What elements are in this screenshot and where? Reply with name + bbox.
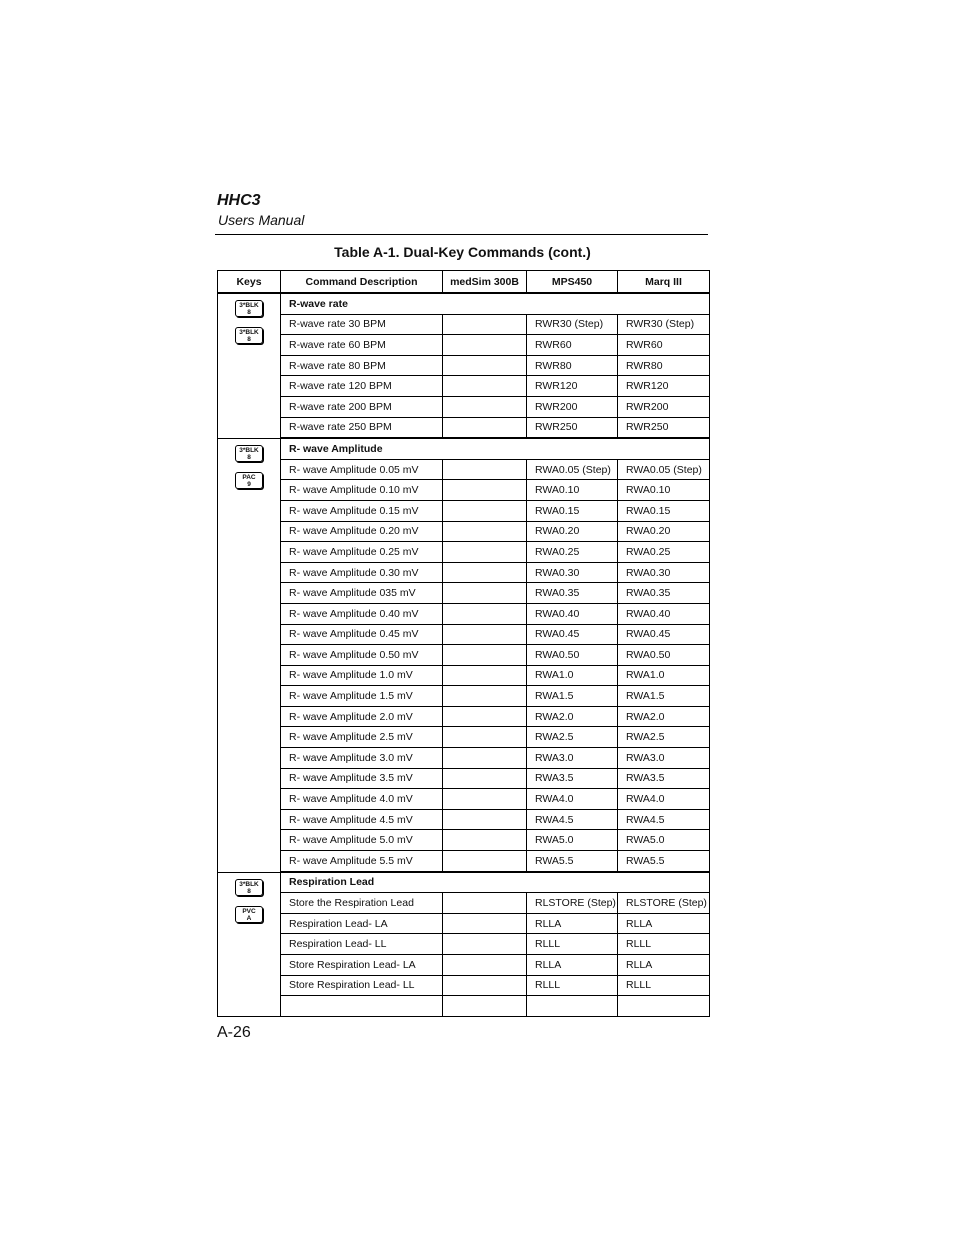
table-row <box>218 748 710 769</box>
medsim-300b-cell <box>443 542 527 563</box>
section-heading-row <box>218 439 710 460</box>
table-body <box>218 293 710 1016</box>
table-row <box>218 686 710 707</box>
marq-iii-cell: RWA0.45 <box>618 624 710 645</box>
table-row <box>218 727 710 748</box>
marq-iii-cell: RWA1.0 <box>618 665 710 686</box>
mps450-cell: RWR200 <box>527 396 618 417</box>
medsim-300b-cell <box>443 893 527 914</box>
command-description-cell: R- wave Amplitude 4.5 mV <box>281 809 443 830</box>
table-row <box>218 562 710 583</box>
table-row <box>218 789 710 810</box>
command-description-cell: R- wave Amplitude 3.0 mV <box>281 748 443 769</box>
key-label-top: 3*BLK <box>239 329 259 336</box>
table-row <box>218 396 710 417</box>
mps450-cell: RWA5.0 <box>527 830 618 851</box>
section-heading-row <box>218 293 710 314</box>
table-caption: Table A-1. Dual-Key Commands (cont.) <box>334 244 591 260</box>
section-heading: R-wave rate <box>281 293 710 314</box>
medsim-300b-cell <box>443 521 527 542</box>
key-label-bottom: 9 <box>247 481 251 489</box>
mps450-cell: RLLA <box>527 913 618 934</box>
medsim-300b-cell <box>443 665 527 686</box>
table-row <box>218 335 710 356</box>
mps450-cell: RWR80 <box>527 355 618 376</box>
column-header-command-description: Command Description <box>281 271 443 294</box>
mps450-cell: RWA3.5 <box>527 768 618 789</box>
mps450-cell: RWA0.15 <box>527 500 618 521</box>
key-label-bottom: 8 <box>247 309 251 316</box>
mps450-cell: RWA1.5 <box>527 686 618 707</box>
mps450-cell: RLLL <box>527 975 618 996</box>
marq-iii-cell: RWA0.40 <box>618 603 710 624</box>
marq-iii-cell: RWA2.5 <box>618 727 710 748</box>
medsim-300b-cell <box>443 603 527 624</box>
command-description-cell: R- wave Amplitude 0.05 mV <box>281 459 443 480</box>
keypad-key-icon <box>235 906 263 923</box>
mps450-cell: RLSTORE (Step) <box>527 893 618 914</box>
medsim-300b-cell <box>443 851 527 872</box>
keypad-key-icon <box>235 472 263 489</box>
mps450-cell: RWA4.0 <box>527 789 618 810</box>
command-description-cell: Respiration Lead- LL <box>281 934 443 955</box>
command-description-cell: R- wave Amplitude 2.0 mV <box>281 706 443 727</box>
key-label-bottom: A <box>246 914 252 922</box>
key-label-bottom: 8 <box>247 336 251 343</box>
command-description-cell: R-wave rate 30 BPM <box>281 314 443 335</box>
marq-iii-cell: RWA0.10 <box>618 480 710 501</box>
command-description-cell: R- wave Amplitude 4.0 mV <box>281 789 443 810</box>
section-heading: R- wave Amplitude <box>281 439 710 460</box>
command-description-cell: Store Respiration Lead- LL <box>281 975 443 996</box>
command-description-cell: R- wave Amplitude 2.5 mV <box>281 727 443 748</box>
medsim-300b-cell <box>443 768 527 789</box>
mps450-cell: RWA0.25 <box>527 542 618 563</box>
command-description-cell: R-wave rate 120 BPM <box>281 376 443 397</box>
mps450-cell: RWA0.30 <box>527 562 618 583</box>
mps450-cell: RWA1.0 <box>527 665 618 686</box>
table-row <box>218 645 710 666</box>
medsim-300b-cell <box>443 686 527 707</box>
mps450-cell: RLLL <box>527 934 618 955</box>
medsim-300b-cell <box>443 417 527 438</box>
command-description-cell: R- wave Amplitude 0.45 mV <box>281 624 443 645</box>
marq-iii-cell: RLLA <box>618 913 710 934</box>
marq-iii-cell: RLLL <box>618 934 710 955</box>
marq-iii-cell: RWA4.0 <box>618 789 710 810</box>
medsim-300b-cell <box>443 480 527 501</box>
marq-iii-cell: RWA0.30 <box>618 562 710 583</box>
medsim-300b-cell <box>443 727 527 748</box>
mps450-cell: RWA3.0 <box>527 748 618 769</box>
marq-iii-cell: RWR80 <box>618 355 710 376</box>
table-row <box>218 355 710 376</box>
dual-key-commands-table <box>217 270 710 1017</box>
table-row <box>218 934 710 955</box>
keypad-key-icon <box>235 445 263 462</box>
key-label-bottom: 8 <box>247 887 251 895</box>
marq-iii-cell: RWR250 <box>618 417 710 438</box>
command-description-cell: R-wave rate 250 BPM <box>281 417 443 438</box>
table-row <box>218 417 710 438</box>
table-row <box>218 542 710 563</box>
key-label-top: PVC <box>242 907 256 915</box>
marq-iii-cell: RWA3.0 <box>618 748 710 769</box>
command-description-cell: R-wave rate 60 BPM <box>281 335 443 356</box>
medsim-300b-cell <box>443 583 527 604</box>
mps450-cell: RWA0.45 <box>527 624 618 645</box>
medsim-300b-cell <box>443 314 527 335</box>
medsim-300b-cell <box>443 975 527 996</box>
command-description-cell: R- wave Amplitude 1.5 mV <box>281 686 443 707</box>
medsim-300b-cell <box>443 645 527 666</box>
page-number: A-26 <box>217 1024 251 1041</box>
command-description-cell: R- wave Amplitude 0.30 mV <box>281 562 443 583</box>
marq-iii-cell: RWA5.0 <box>618 830 710 851</box>
command-description-cell: R-wave rate 200 BPM <box>281 396 443 417</box>
mps450-cell: RWA0.20 <box>527 521 618 542</box>
mps450-cell: RWR120 <box>527 376 618 397</box>
medsim-300b-cell <box>443 355 527 376</box>
mps450-cell: RWA0.05 (Step) <box>527 459 618 480</box>
marq-iii-cell: RWA0.25 <box>618 542 710 563</box>
section-heading: Respiration Lead <box>281 872 710 893</box>
table-header-row <box>218 271 710 294</box>
spacer-cell <box>618 996 710 1017</box>
mps450-cell: RWA2.0 <box>527 706 618 727</box>
key-label-top: 3*BLK <box>239 447 259 455</box>
table-row <box>218 376 710 397</box>
keypad-key-icon <box>235 300 263 317</box>
mps450-cell: RWR250 <box>527 417 618 438</box>
section-keys-cell <box>218 872 281 1016</box>
table-row <box>218 893 710 914</box>
command-description-cell: R- wave Amplitude 0.50 mV <box>281 645 443 666</box>
section-keys-cell <box>218 293 281 439</box>
marq-iii-cell: RWA0.50 <box>618 645 710 666</box>
section-end-spacer <box>218 996 710 1017</box>
table-row <box>218 913 710 934</box>
key-label-top: 3*BLK <box>239 880 259 888</box>
medsim-300b-cell <box>443 459 527 480</box>
marq-iii-cell: RWA1.5 <box>618 686 710 707</box>
table-row <box>218 521 710 542</box>
command-description-cell: R- wave Amplitude 0.15 mV <box>281 500 443 521</box>
medsim-300b-cell <box>443 913 527 934</box>
key-label-top: 3*BLK <box>239 302 259 309</box>
marq-iii-cell: RWA0.05 (Step) <box>618 459 710 480</box>
key-label-top: PAC <box>242 474 256 482</box>
medsim-300b-cell <box>443 789 527 810</box>
table-row <box>218 830 710 851</box>
mps450-cell: RWA0.50 <box>527 645 618 666</box>
command-description-cell: R-wave rate 80 BPM <box>281 355 443 376</box>
table-row <box>218 955 710 976</box>
medsim-300b-cell <box>443 809 527 830</box>
spacer-cell <box>527 996 618 1017</box>
mps450-cell: RWA2.5 <box>527 727 618 748</box>
mps450-cell: RWA5.5 <box>527 851 618 872</box>
mps450-cell: RWA0.10 <box>527 480 618 501</box>
marq-iii-cell: RWR200 <box>618 396 710 417</box>
medsim-300b-cell <box>443 830 527 851</box>
medsim-300b-cell <box>443 396 527 417</box>
column-header-keys: Keys <box>218 271 281 294</box>
mps450-cell: RWA0.35 <box>527 583 618 604</box>
table-row <box>218 459 710 480</box>
command-description-cell: R- wave Amplitude 035 mV <box>281 583 443 604</box>
spacer-cell <box>281 996 443 1017</box>
column-header-marq-iii: Marq III <box>618 271 710 294</box>
marq-iii-cell: RWR30 (Step) <box>618 314 710 335</box>
command-description-cell: R- wave Amplitude 5.5 mV <box>281 851 443 872</box>
column-header-mps450: MPS450 <box>527 271 618 294</box>
medsim-300b-cell <box>443 934 527 955</box>
marq-iii-cell: RWA4.5 <box>618 809 710 830</box>
command-description-cell: Respiration Lead- LA <box>281 913 443 934</box>
medsim-300b-cell <box>443 955 527 976</box>
command-description-cell: R- wave Amplitude 0.10 mV <box>281 480 443 501</box>
marq-iii-cell: RLSTORE (Step) <box>618 893 710 914</box>
mps450-cell: RWA4.5 <box>527 809 618 830</box>
section-heading-row <box>218 872 710 893</box>
medsim-300b-cell <box>443 500 527 521</box>
table-row <box>218 603 710 624</box>
spacer-cell <box>443 996 527 1017</box>
command-description-cell: Store Respiration Lead- LA <box>281 955 443 976</box>
command-description-cell: R- wave Amplitude 1.0 mV <box>281 665 443 686</box>
table-row <box>218 768 710 789</box>
keypad-key-icon <box>235 879 263 896</box>
command-description-cell: R- wave Amplitude 0.40 mV <box>281 603 443 624</box>
table-row <box>218 480 710 501</box>
marq-iii-cell: RWA5.5 <box>618 851 710 872</box>
marq-iii-cell: RWR120 <box>618 376 710 397</box>
mps450-cell: RWA0.40 <box>527 603 618 624</box>
table-row <box>218 851 710 872</box>
mps450-cell: RLLA <box>527 955 618 976</box>
command-description-cell: R- wave Amplitude 0.25 mV <box>281 542 443 563</box>
table-row <box>218 314 710 335</box>
medsim-300b-cell <box>443 624 527 645</box>
marq-iii-cell: RLLA <box>618 955 710 976</box>
document-subtitle: Users Manual <box>218 212 305 228</box>
marq-iii-cell: RWA2.0 <box>618 706 710 727</box>
command-description-cell: R- wave Amplitude 3.5 mV <box>281 768 443 789</box>
key-label-bottom: 8 <box>247 454 251 462</box>
marq-iii-cell: RWA0.15 <box>618 500 710 521</box>
marq-iii-cell: RWA0.35 <box>618 583 710 604</box>
table-row <box>218 583 710 604</box>
marq-iii-cell: RWR60 <box>618 335 710 356</box>
command-description-cell: Store the Respiration Lead <box>281 893 443 914</box>
marq-iii-cell: RWA0.20 <box>618 521 710 542</box>
medsim-300b-cell <box>443 562 527 583</box>
medsim-300b-cell <box>443 335 527 356</box>
section-keys-cell <box>218 439 281 872</box>
table-row <box>218 624 710 645</box>
command-description-cell: R- wave Amplitude 5.0 mV <box>281 830 443 851</box>
keypad-key-icon <box>235 327 263 344</box>
command-description-cell: R- wave Amplitude 0.20 mV <box>281 521 443 542</box>
medsim-300b-cell <box>443 376 527 397</box>
table-row <box>218 706 710 727</box>
mps450-cell: RWR60 <box>527 335 618 356</box>
table-row <box>218 975 710 996</box>
marq-iii-cell: RLLL <box>618 975 710 996</box>
medsim-300b-cell <box>443 706 527 727</box>
document-title: HHC3 <box>217 192 261 209</box>
table-row <box>218 665 710 686</box>
mps450-cell: RWR30 (Step) <box>527 314 618 335</box>
table-row <box>218 809 710 830</box>
table-row <box>218 500 710 521</box>
marq-iii-cell: RWA3.5 <box>618 768 710 789</box>
column-header-medsim-300b: medSim 300B <box>443 271 527 294</box>
header-rule <box>215 234 708 235</box>
medsim-300b-cell <box>443 748 527 769</box>
